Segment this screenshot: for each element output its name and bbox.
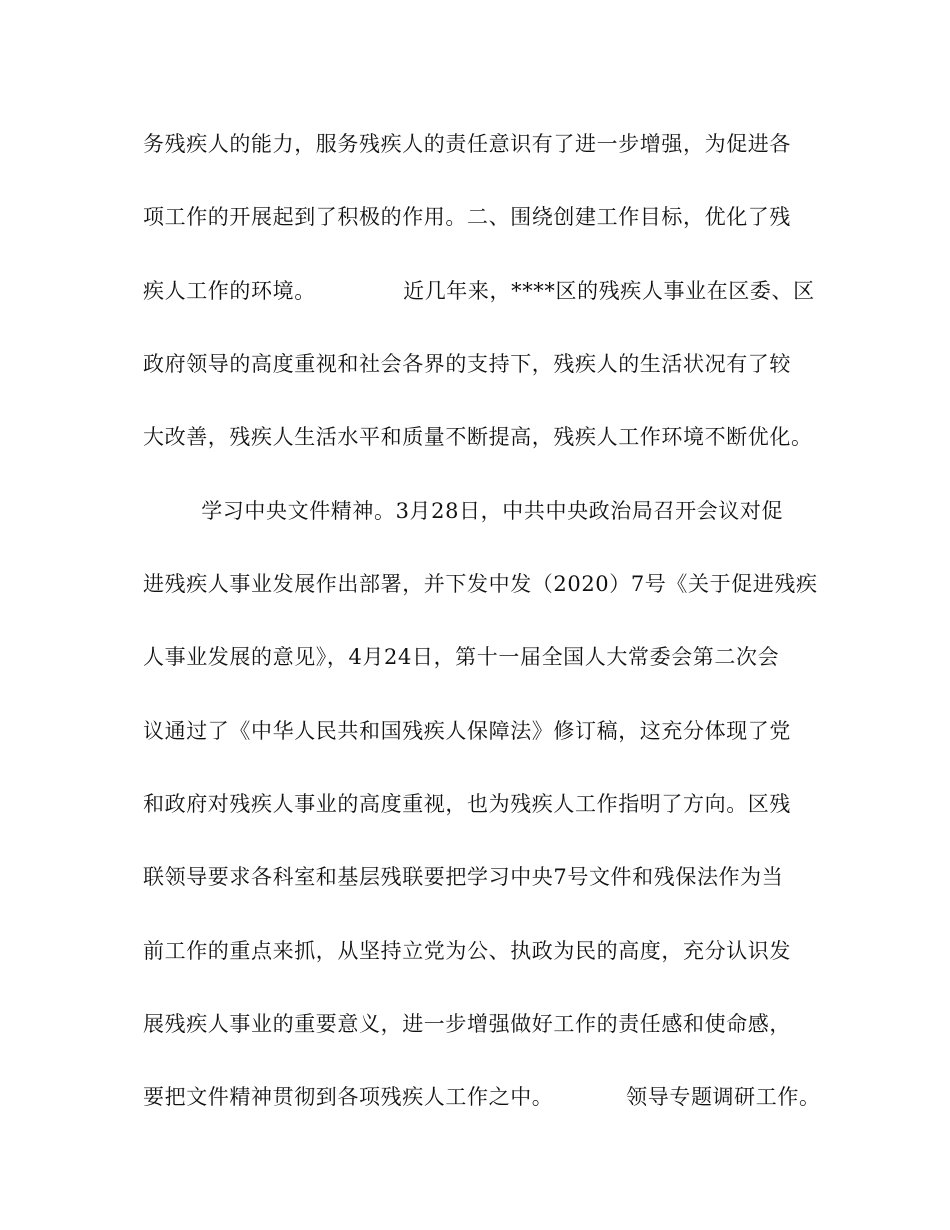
- body-text-line: 人事业发展的意见》，4月24日，第十一届全国人大常委会第二次会: [143, 645, 780, 669]
- body-text-line: 疾人工作的环境。 近几年来，****区的残疾人事业在区委、区: [143, 279, 815, 303]
- body-text-line: 前工作的重点来抓，从坚持立党为公、执政为民的高度，充分认识发: [143, 939, 791, 963]
- body-text-line: 展残疾人事业的重要意义，进一步增强做好工作的责任感和使命感，: [143, 1012, 791, 1036]
- body-text-line: 和政府对残疾人事业的高度重视，也为残疾人工作指明了方向。区残: [143, 792, 791, 816]
- body-text-line: 政府领导的高度重视和社会各界的支持下，残疾人的生活状况有了较: [143, 352, 791, 376]
- body-text-line: 学习中央文件精神。3月28日，中共中央政治局召开会议对促: [143, 499, 784, 523]
- body-text-line: 项工作的开展起到了积极的作用。二、围绕创建工作目标，优化了残: [143, 205, 791, 229]
- body-text-line: 进残疾人事业发展作出部署，并下发中发（2020）7号《关于促进残疾: [143, 572, 818, 596]
- body-text-line: 务残疾人的能力，服务残疾人的责任意识有了进一步增强，为促进各: [143, 132, 791, 156]
- body-text-line: 要把文件精神贯彻到各项残疾人工作之中。 领导专题调研工作。: [143, 1085, 821, 1109]
- body-text-line: 联领导要求各科室和基层残联要把学习中央7号文件和残保法作为当: [143, 865, 784, 889]
- body-text-line: 议通过了《中华人民共和国残疾人保障法》修订稿，这充分体现了党: [143, 719, 791, 743]
- body-text-line: 大改善，残疾人生活水平和质量不断提高，残疾人工作环境不断优化。: [143, 425, 813, 449]
